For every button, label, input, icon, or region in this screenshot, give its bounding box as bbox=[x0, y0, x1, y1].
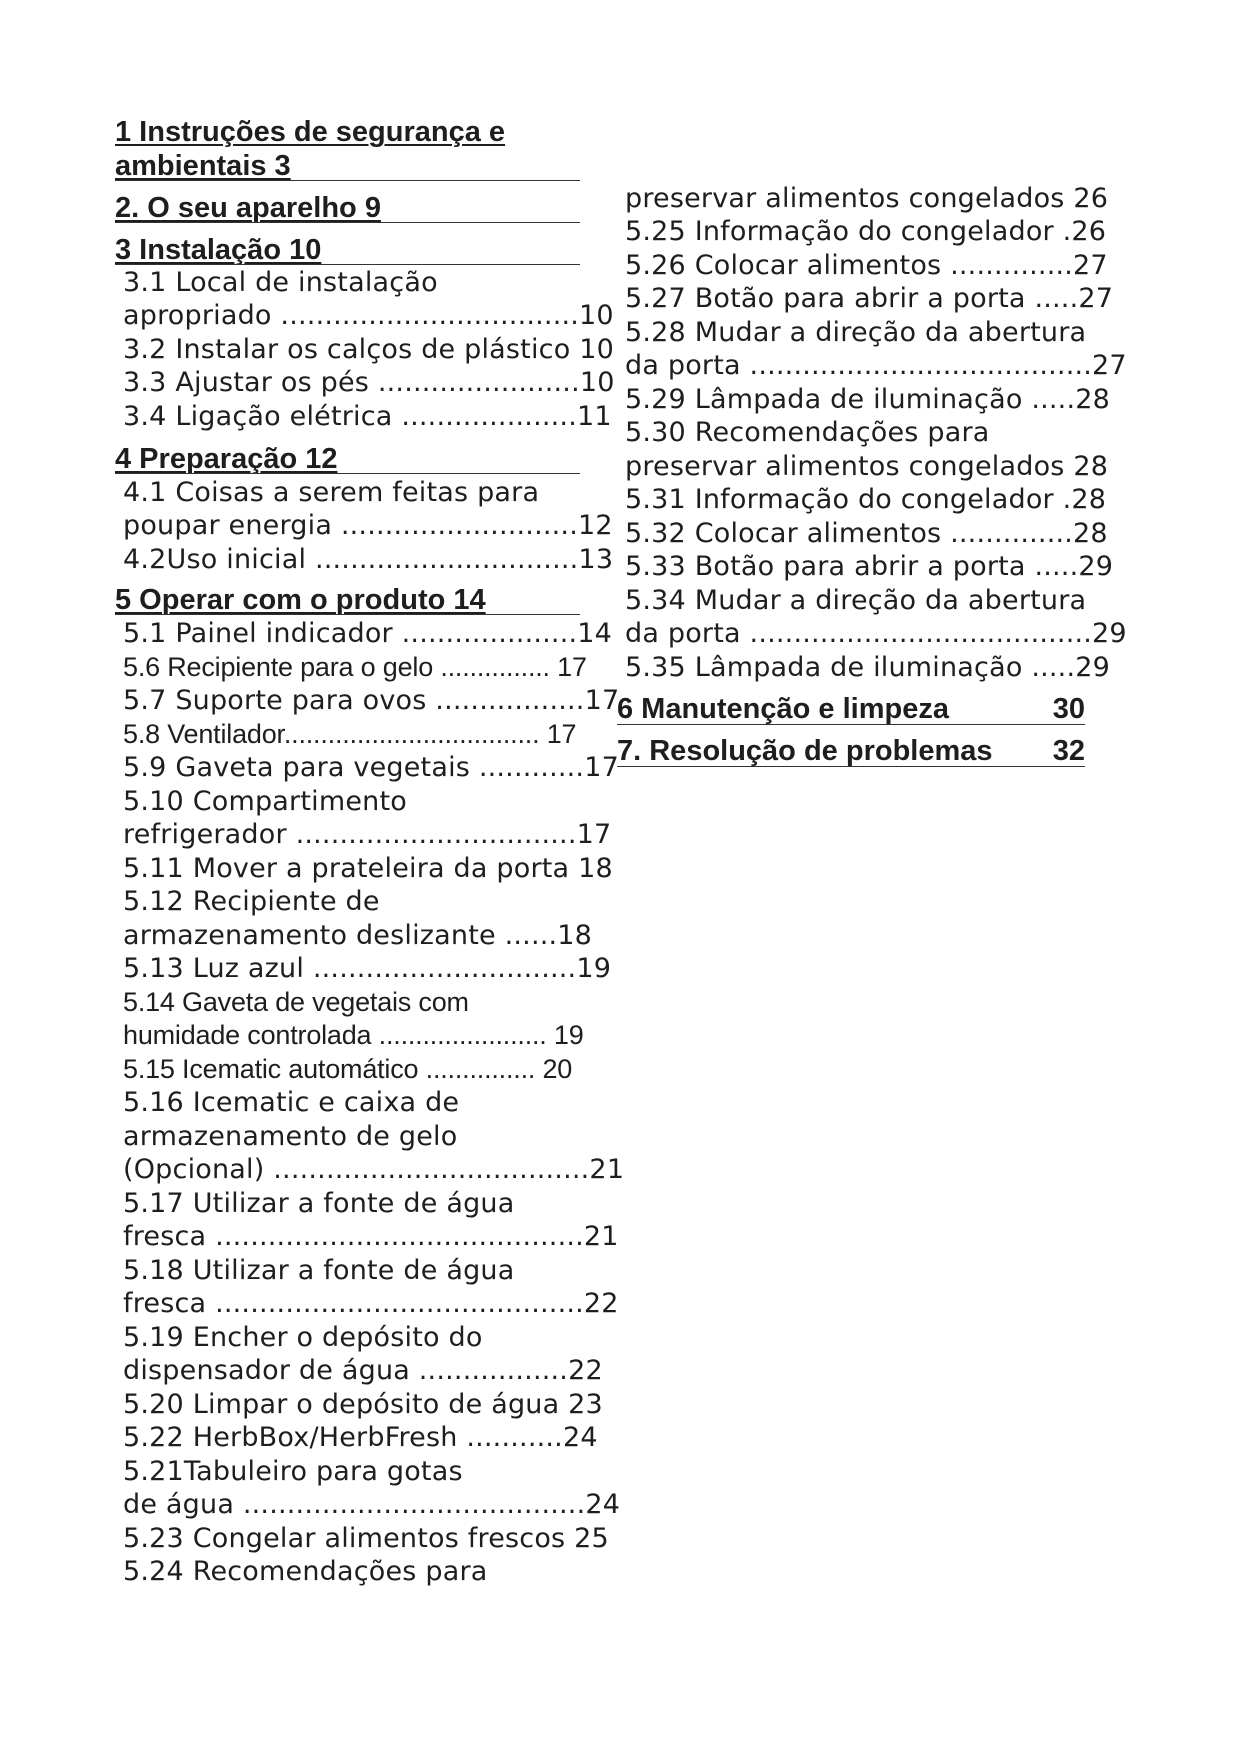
section-divider bbox=[115, 180, 580, 181]
toc-entry-5-31[interactable]: 5.31 Informação do congelador .28 bbox=[625, 484, 1107, 515]
toc-entry-5-24-cont[interactable]: preservar alimentos congelados 26 bbox=[625, 183, 1109, 214]
toc-entry-4-1-a[interactable]: 4.1 Coisas a serem feitas para bbox=[123, 477, 540, 508]
toc-entry-5-6[interactable]: 5.6 Recipiente para o gelo ............... 17 bbox=[123, 652, 587, 682]
toc-entry-5-28-a[interactable]: 5.28 Mudar a direção da abertura bbox=[625, 317, 1087, 348]
toc-section-3[interactable]: 3 Instalação 10 bbox=[115, 234, 322, 266]
toc-entry-5-12-a[interactable]: 5.12 Recipiente de bbox=[123, 886, 380, 917]
toc-entry-4-2[interactable]: 4.2Uso inicial ..............................13 bbox=[123, 544, 614, 575]
toc-entry-5-35[interactable]: 5.35 Lâmpada de iluminação .....29 bbox=[625, 652, 1111, 683]
toc-entry-5-32[interactable]: 5.32 Colocar alimentos ..............28 bbox=[625, 518, 1108, 549]
toc-section-6-title: 6 Manutenção e limpeza bbox=[617, 693, 949, 725]
toc-entry-5-33[interactable]: 5.33 Botão para abrir a porta .....29 bbox=[625, 551, 1114, 582]
toc-section-2[interactable]: 2. O seu aparelho 9 bbox=[115, 192, 381, 224]
toc-entry-5-14-a[interactable]: 5.14 Gaveta de vegetais com bbox=[123, 987, 469, 1017]
toc-entry-5-19-b[interactable]: dispensador de água .................22 bbox=[123, 1355, 603, 1386]
toc-entry-3-1-b[interactable]: apropriado ..................................10 bbox=[123, 300, 614, 331]
toc-section-4[interactable]: 4 Preparação 12 bbox=[115, 443, 338, 475]
section-divider bbox=[617, 724, 1085, 725]
toc-entry-5-22[interactable]: 5.22 HerbBox/HerbFresh ...........24 bbox=[123, 1422, 598, 1453]
toc-entry-5-21-a[interactable]: 5.21Tabuleiro para gotas bbox=[123, 1456, 463, 1487]
section-divider bbox=[115, 473, 580, 474]
section-divider bbox=[115, 264, 580, 265]
toc-section-7-page: 32 bbox=[1052, 735, 1085, 767]
toc-entry-5-10-b[interactable]: refrigerador ................................17 bbox=[123, 819, 612, 850]
toc-entry-5-28-b[interactable]: da porta .......................................27 bbox=[625, 350, 1127, 381]
toc-entry-5-17-a[interactable]: 5.17 Utilizar a fonte de água bbox=[123, 1188, 515, 1219]
toc-section-7-title: 7. Resolução de problemas bbox=[617, 735, 993, 767]
toc-entry-5-11[interactable]: 5.11 Mover a prateleira da porta 18 bbox=[123, 853, 613, 884]
toc-section-1-line2[interactable]: ambientais 3 bbox=[115, 150, 291, 182]
toc-entry-5-12-b[interactable]: armazenamento deslizante ......18 bbox=[123, 920, 593, 951]
toc-entry-5-14-b[interactable]: humidade controlada ....................... 19 bbox=[123, 1020, 584, 1050]
toc-entry-5-8[interactable]: 5.8 Ventilador................................... 17 bbox=[123, 719, 577, 749]
toc-entry-5-21-b[interactable]: de água .......................................24 bbox=[123, 1489, 621, 1520]
toc-section-6-page: 30 bbox=[1052, 693, 1085, 725]
toc-entry-5-7[interactable]: 5.7 Suporte para ovos .................17 bbox=[123, 685, 620, 716]
toc-section-6[interactable] bbox=[617, 693, 1085, 725]
toc-entry-3-4[interactable]: 3.4 Ligação elétrica ....................11 bbox=[123, 401, 612, 432]
toc-entry-5-34-b[interactable]: da porta .......................................29 bbox=[625, 618, 1127, 649]
toc-entry-5-27[interactable]: 5.27 Botão para abrir a porta .....27 bbox=[625, 283, 1114, 314]
toc-entry-3-2[interactable]: 3.2 Instalar os calços de plástico 10 bbox=[123, 334, 614, 365]
section-divider bbox=[115, 222, 580, 223]
toc-entry-5-17-b[interactable]: fresca ..........................................21 bbox=[123, 1221, 619, 1252]
toc-entry-5-24[interactable]: 5.24 Recomendações para bbox=[123, 1556, 488, 1587]
toc-entry-5-13[interactable]: 5.13 Luz azul ..............................19 bbox=[123, 953, 612, 984]
toc-entry-5-16-a[interactable]: 5.16 Icematic e caixa de bbox=[123, 1087, 460, 1118]
toc-entry-5-26[interactable]: 5.26 Colocar alimentos ..............27 bbox=[625, 250, 1108, 281]
toc-entry-3-3[interactable]: 3.3 Ajustar os pés .......................10 bbox=[123, 367, 615, 398]
toc-entry-5-15[interactable]: 5.15 Icematic automático ............... 20 bbox=[123, 1054, 573, 1084]
toc-entry-5-23[interactable]: 5.23 Congelar alimentos frescos 25 bbox=[123, 1523, 609, 1554]
toc-entry-5-1[interactable]: 5.1 Painel indicador ....................14 bbox=[123, 618, 613, 649]
section-divider bbox=[115, 614, 580, 615]
toc-entry-4-1-b[interactable]: poupar energia ...........................12 bbox=[123, 510, 613, 541]
toc-entry-5-30-a[interactable]: 5.30 Recomendações para bbox=[625, 417, 990, 448]
toc-entry-3-1-a[interactable]: 3.1 Local de instalação bbox=[123, 267, 438, 298]
toc-entry-5-34-a[interactable]: 5.34 Mudar a direção da abertura bbox=[625, 585, 1087, 616]
toc-section-7[interactable] bbox=[617, 735, 1085, 767]
toc-entry-5-16-b[interactable]: armazenamento de gelo bbox=[123, 1121, 458, 1152]
toc-entry-5-25[interactable]: 5.25 Informação do congelador .26 bbox=[625, 216, 1107, 247]
toc-entry-5-20[interactable]: 5.20 Limpar o depósito de água 23 bbox=[123, 1389, 603, 1420]
toc-entry-5-30-b[interactable]: preservar alimentos congelados 28 bbox=[625, 451, 1109, 482]
toc-section-1-line1[interactable]: 1 Instruções de segurança e bbox=[115, 116, 506, 148]
section-divider bbox=[617, 766, 1085, 767]
toc-entry-5-10-a[interactable]: 5.10 Compartimento bbox=[123, 786, 407, 817]
toc-section-5[interactable]: 5 Operar com o produto 14 bbox=[115, 584, 486, 616]
toc-entry-5-19-a[interactable]: 5.19 Encher o depósito do bbox=[123, 1322, 483, 1353]
toc-entry-5-29[interactable]: 5.29 Lâmpada de iluminação .....28 bbox=[625, 384, 1111, 415]
toc-entry-5-18-a[interactable]: 5.18 Utilizar a fonte de água bbox=[123, 1255, 515, 1286]
toc-entry-5-9[interactable]: 5.9 Gaveta para vegetais ............17 bbox=[123, 752, 619, 783]
toc-entry-5-16-c[interactable]: (Opcional) ....................................21 bbox=[123, 1154, 625, 1185]
toc-entry-5-18-b[interactable]: fresca ..........................................22 bbox=[123, 1288, 619, 1319]
